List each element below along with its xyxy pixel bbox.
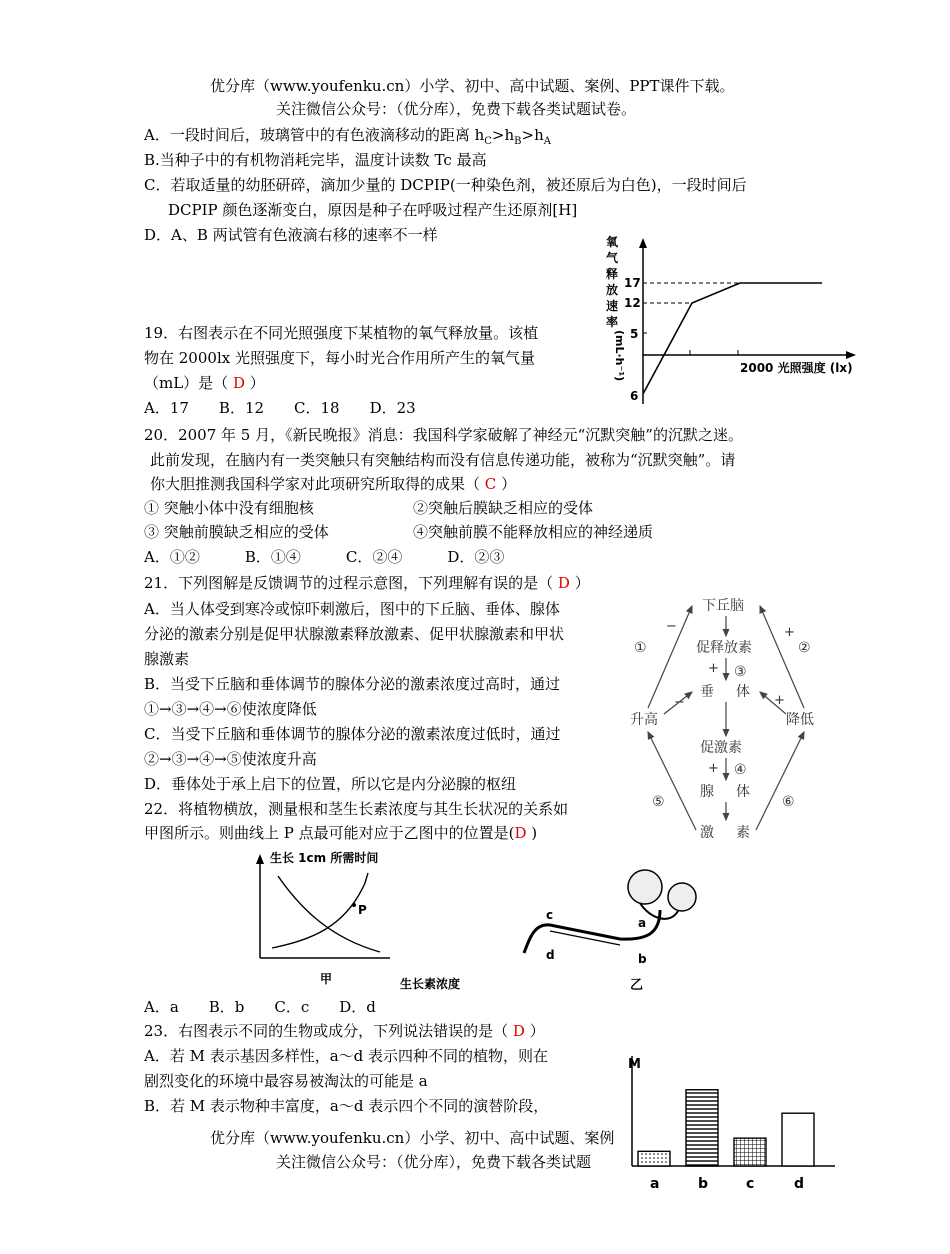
horizontal-plant-figure bbox=[510, 855, 720, 995]
pituitary-label-1: 垂 bbox=[700, 684, 714, 700]
fig19-ylabel-3: 放 bbox=[606, 283, 619, 297]
header-line-2: 关注微信公众号：（优分库），免费下载各类试题试卷。 bbox=[276, 100, 637, 118]
q18-option-a: A．一段时间后，玻璃管中的有色液滴移动的距离 $h_C>h_B>h_A$ bbox=[144, 126, 551, 147]
arrow-4-label: ④ bbox=[734, 762, 747, 778]
fig19-ylabel-2: 释 bbox=[606, 267, 619, 281]
arrow-6-label: ⑥ bbox=[782, 794, 795, 810]
q21-option-a-line3: 腺激素 bbox=[144, 650, 190, 668]
q18-option-c-line1: C．若取适量的幼胚研碎，滴加少量的 DCPIP(一种染色剂，被还原后为白色)，一段时间后 bbox=[144, 176, 747, 194]
footer-line-1: 优分库（www.youfenku.cn）小学、初中、高中试题、案例 bbox=[210, 1129, 615, 1147]
q18-option-b: B.当种子中的有机物消耗完毕，温度计读数 Tc 最高 bbox=[144, 151, 487, 169]
q21-option-a-line2: 分泌的激素分别是促甲状腺激素释放激素、促甲状腺激素和甲状 bbox=[144, 625, 565, 643]
bar-b bbox=[686, 1090, 718, 1166]
fig22-point-p bbox=[352, 903, 356, 907]
fig19-ylabel-4: 速 bbox=[606, 299, 619, 313]
q21-option-b-line2: ①→③→④→⑥使浓度降低 bbox=[144, 700, 317, 718]
bar-label-d: d bbox=[794, 1176, 805, 1192]
bar-c bbox=[734, 1138, 766, 1166]
arrow-5-label: ⑤ bbox=[652, 794, 665, 810]
q21-option-d: D．垂体处于承上启下的位置，所以它是内分泌腺的枢纽 bbox=[144, 775, 517, 793]
q21-answer: D bbox=[557, 574, 570, 592]
fig22-label-c: c bbox=[546, 908, 554, 922]
footer-line-2: 关注微信公众号：（优分库），免费下载各类试题 bbox=[276, 1153, 592, 1171]
feedback-regulation-diagram bbox=[626, 590, 831, 845]
q19-options: A．17 B．12 C．18 D．23 bbox=[144, 399, 416, 417]
plus-sign-3: + bbox=[774, 693, 785, 708]
bar-label-c: c bbox=[746, 1176, 755, 1192]
q23-option-b-line1: B．若 M 表示物种丰富度，a～d 表示四个不同的演替阶段， bbox=[144, 1097, 549, 1115]
hypothalamus-label: 下丘脑 bbox=[702, 598, 744, 614]
plus-sign-2: + bbox=[708, 661, 719, 676]
auxin-growth-graph bbox=[240, 848, 490, 993]
fig19-ylabel-0: 氧 bbox=[606, 235, 619, 249]
minus-sign-1: − bbox=[666, 619, 677, 634]
q23-option-a-line1: A．若 M 表示基因多样性，a～d 表示四种不同的植物，则在 bbox=[144, 1047, 549, 1065]
hormone-label-1: 激 bbox=[700, 825, 714, 841]
plant-leaf-1 bbox=[628, 870, 662, 904]
releasing-hormone-label: 促释放素 bbox=[696, 640, 752, 656]
fig22-ylabel: 生长 1cm 所需时间 bbox=[270, 851, 379, 865]
fig19-ylabel-1: 气 bbox=[606, 251, 619, 265]
q21-option-c-line2: ②→③→④→⑤使浓度升高 bbox=[144, 750, 317, 768]
fig22-curve-stem bbox=[272, 873, 368, 948]
q19-stem-line1: 19．右图表示在不同光照强度下某植物的氧气释放量。该植 bbox=[144, 324, 539, 342]
fig22-xlabel: 生长素浓度 bbox=[400, 977, 461, 991]
plant-leaf-2 bbox=[668, 883, 696, 911]
q19-stem-line3: （mL）是（ D ） bbox=[144, 374, 265, 392]
q20-options: A．①② B．①④ C．②④ D．②③ bbox=[144, 548, 505, 566]
q23-stem: 23．右图表示不同的生物或成分，下列说法错误的是（ D ） bbox=[144, 1022, 545, 1040]
fig22-jia: 甲 bbox=[320, 972, 333, 986]
bar-label-b: b bbox=[698, 1176, 709, 1192]
arrow-2-label: ② bbox=[798, 640, 811, 656]
fig19-curve bbox=[643, 283, 822, 394]
q21-option-b-line1: B．当受下丘脑和垂体调节的腺体分泌的激素浓度过高时，通过 bbox=[144, 675, 561, 693]
arrow-3-label: ③ bbox=[734, 664, 747, 680]
q21-option-a-line1: A．当人体受到寒冷或惊吓刺激后，图中的下丘脑、垂体、腺体 bbox=[144, 600, 560, 618]
q20-stem-line2: 此前发现，在脑内有一类突触只有突触结构而没有信息传递功能，被称为“沉默突触”。请 bbox=[150, 451, 736, 469]
plus-sign-1: + bbox=[784, 625, 795, 640]
q22-stem-line1: 22．将植物横放，测量根和茎生长素浓度与其生长状况的关系如 bbox=[144, 800, 569, 818]
q21-option-c-line1: C．当受下丘脑和垂体调节的腺体分泌的激素浓度过低时，通过 bbox=[144, 725, 561, 743]
arrow-1-label: ① bbox=[634, 640, 647, 656]
q22-answer: D bbox=[514, 824, 527, 842]
fig22-label-a: a bbox=[638, 916, 647, 930]
q20-item-2: ②突触后膜缺乏相应的受体 bbox=[413, 499, 594, 517]
plus-sign-4: + bbox=[708, 761, 719, 776]
fig22-p-label: P bbox=[358, 903, 367, 917]
pituitary-label-2: 体 bbox=[736, 684, 750, 700]
fig19-x-arrow bbox=[846, 351, 856, 359]
fig19-ylabel-5: 率 bbox=[606, 315, 619, 329]
q20-item-4: ④突触前膜不能释放相应的神经递质 bbox=[413, 523, 654, 541]
bar-a bbox=[638, 1151, 670, 1166]
decrease-label: 降低 bbox=[786, 712, 814, 728]
q21-stem: 21．下列图解是反馈调节的过程示意图，下列理解有误的是（ D ） bbox=[144, 574, 590, 592]
q20-item-3: ③ 突触前膜缺乏相应的受体 bbox=[144, 523, 329, 541]
q20-stem-line3: 你大胆推测我国科学家对此项研究所取得的成果（ C ） bbox=[150, 475, 517, 493]
q20-answer: C bbox=[484, 475, 497, 493]
fig19-tick-12: 12 bbox=[624, 296, 641, 310]
q19-stem-line2: 物在 2000lx 光照强度下，每小时光合作用所产生的氧气量 bbox=[144, 349, 535, 367]
fig19-tick-5: 5 bbox=[630, 327, 639, 341]
tropic-hormone-label: 促激素 bbox=[700, 740, 742, 756]
gland-label-1: 腺 bbox=[700, 784, 714, 800]
bar-d bbox=[782, 1113, 814, 1166]
header-line-1: 优分库（www.youfenku.cn）小学、初中、高中试题、案例、PPT课件下载。 bbox=[210, 77, 735, 95]
q20-item-1: ① 突触小体中没有细胞核 bbox=[144, 499, 314, 517]
increase-label: 升高 bbox=[630, 712, 658, 728]
fig19-tick-6: 6 bbox=[630, 389, 639, 403]
hormone-label-2: 素 bbox=[736, 825, 750, 841]
fig19-tick-17: 17 bbox=[624, 276, 641, 290]
q23-answer: D bbox=[512, 1022, 525, 1040]
fig22-label-d: d bbox=[546, 948, 555, 962]
m-bar-chart bbox=[620, 1048, 840, 1194]
oxygen-release-graph bbox=[600, 232, 865, 410]
fig22-yi: 乙 bbox=[630, 978, 644, 993]
q22-stem-line2: 甲图所示。则曲线上 P 点最可能对应于乙图中的位置是(D ) bbox=[144, 824, 538, 842]
bar-chart-ylabel: M bbox=[628, 1057, 641, 1072]
fig19-y-arrow bbox=[639, 238, 647, 248]
q19-answer: D bbox=[232, 374, 245, 392]
q23-option-a-line2: 剧烈变化的环境中最容易被淘汰的可能是 a bbox=[144, 1072, 428, 1090]
q18-option-c-line2: DCPIP 颜色逐渐变白，原因是种子在呼吸过程产生还原剂[H] bbox=[168, 201, 578, 219]
minus-sign-2: − bbox=[674, 695, 685, 710]
fig19-ylabel-unit: (mL·h⁻¹) bbox=[613, 330, 626, 382]
bar-label-a: a bbox=[650, 1176, 660, 1192]
gland-label-2: 体 bbox=[736, 784, 750, 800]
q20-stem-line1: 20．2007 年 5 月，《新民晚报》消息：我国科学家破解了神经元“沉默突触”的沉默之迷。 bbox=[144, 426, 743, 444]
q18-option-d: D．A、B 两试管有色液滴右移的速率不一样 bbox=[144, 226, 438, 244]
q22-options: A．a B．b C．c D．d bbox=[144, 998, 376, 1016]
fig19-xlabel: 2000 光照强度 (lx) bbox=[740, 361, 853, 375]
fig22-label-b: b bbox=[638, 952, 647, 966]
